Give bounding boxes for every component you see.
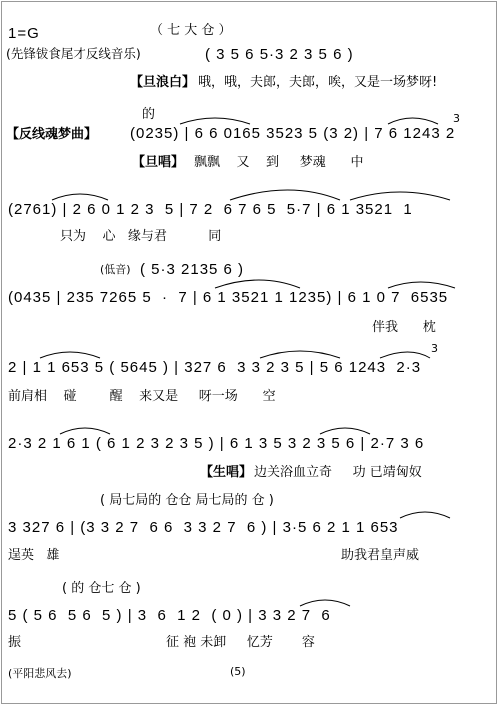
row3-notes: (0435 | 235 7265 5 · 7 | 6 1 3521 1 1235) | 6 1 0 7 6535 [8,289,449,306]
page-number: (5) [230,665,246,678]
row4-mark: 3 [431,342,438,355]
row7-lyric: 振 [8,635,22,650]
percussion-top: （ 七 大 仓 ） [150,23,232,38]
pickup-syllable: 的 [142,107,156,122]
subtitle: (先锋钹食尾才反线音乐) [6,46,141,61]
row6-notes: 3 327 6 | (3 3 2 7 6 6 3 3 2 7 6 ) | 3·5 6 2 1 1 653 [8,519,399,536]
row6-lyric: 逞英 雄 [8,548,60,563]
speech-label: 【旦浪白】 [130,75,196,90]
row6-lyric2: 助我君皇声威 [341,548,420,563]
tune-label: 【反线魂梦曲】 [6,127,98,142]
footer-title: (平阳悲风去) [8,667,72,680]
row7-lyric2: 征 袍 未卸 忆芳 容 [166,635,315,650]
row4-lyric: 前肩相 碰 醒 来又是 呀一场 空 [8,389,276,404]
row6-percussion: ( 局七局的 仓仓 局七局的 仓 ) [100,493,274,508]
row1-notes: (0235) | 6 6 0165 3523 5 (3 2) | 7 6 1243 2 [130,125,456,142]
row5-lyric: 边关浴血立奇 功 已靖匈奴 [254,465,422,480]
bass-label: (低音) [100,263,131,276]
intro-notes: ( 3 5 6 5·3 2 3 5 6 ) [205,46,354,63]
speech-text: 哦，哦，夫郎，夫郎，唉，又是一场梦呀! [198,75,438,90]
row2-notes: (2761) | 2 6 0 1 2 3 5 | 7 2 6 7 6 5 5·7 | 6 1 3521 1 [8,201,413,218]
row7-notes: 5 ( 5 6 5 6 5 ) | 3 6 1 2 ( 0 ) | 3 3 2 7 6 [8,607,331,624]
row2-lyric: 只为 心 缘与君 同 [60,229,222,244]
row7-percussion: ( 的 仓七 仓 ) [62,581,141,596]
lyrics1-label: 【旦唱】 [132,155,185,170]
row3-lyric: 伴我 枕 [372,320,436,335]
lyrics1-text: 飘飘 又 到 梦魂 中 [194,155,364,170]
page-border [1,1,497,704]
row4-notes: 2 | 1 1 653 5 ( 5645 ) | 327 6 3 3 2 3 5 | 5 6 1243 2·3 [8,359,422,376]
row1-mark: 3 [453,112,460,125]
row5-notes: 2·3 2 1 6 1 ( 6 1 2 3 2 3 5 ) | 6 1 3 5 3 2 3 5 6 | 2·7 3 6 [8,435,425,452]
key-signature: 1=G [8,25,40,42]
bass-notes: ( 5·3 2135 6 ) [140,261,245,278]
row5-label: 【生唱】 [200,465,253,480]
